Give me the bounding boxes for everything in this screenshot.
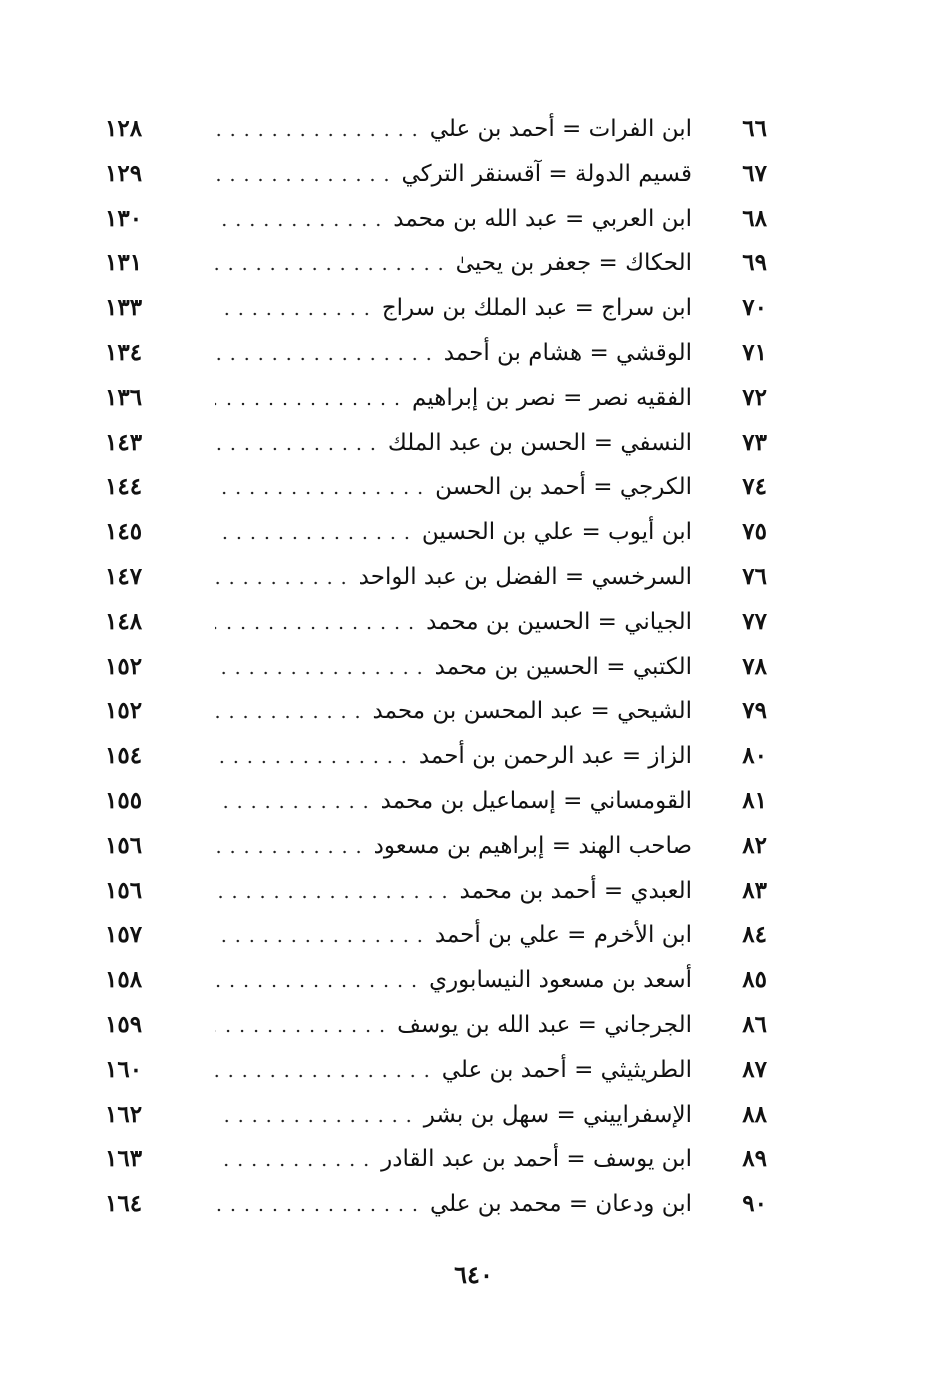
- dot-leader: [215, 581, 351, 585]
- toc-row: [0, 154, 947, 199]
- entry-line: [215, 290, 692, 326]
- entry-page-number: ١٥٦: [105, 876, 143, 904]
- entry-title: الطريثيثي = أحمد بن علي: [441, 1056, 692, 1083]
- toc-row: [0, 1005, 947, 1050]
- dot-leader: [215, 447, 380, 451]
- entry-title: الوقشي = هشام بن أحمد: [443, 339, 692, 366]
- dot-leader: [215, 1208, 422, 1212]
- entry-number: ٧٧: [742, 607, 767, 635]
- entry-number: ٨٩: [742, 1145, 767, 1173]
- entry-number: ٧٩: [742, 697, 767, 725]
- entry-title: العبدي = أحمد بن محمد: [459, 877, 692, 904]
- entry-number: ٧٦: [742, 562, 767, 590]
- entry-line: [215, 425, 692, 461]
- dot-leader: [215, 626, 418, 630]
- toc-row: [0, 1050, 947, 1095]
- entry-number: ٨٠: [742, 742, 767, 770]
- toc-row: [0, 467, 947, 512]
- toc-row: [0, 1139, 947, 1184]
- entry-title: قسيم الدولة = آقسنقر التركي: [401, 160, 692, 187]
- dot-leader: [215, 1119, 416, 1123]
- entry-page-number: ١٦٤: [105, 1190, 143, 1218]
- entry-title: الإسفراييني = سهل بن بشر: [423, 1101, 692, 1128]
- entry-line: [215, 962, 692, 998]
- entry-page-number: ١٥٨: [105, 966, 143, 994]
- entry-page-number: ١٣١: [105, 249, 143, 277]
- dot-leader: [215, 312, 374, 316]
- table-of-contents: [0, 109, 947, 1229]
- entry-title: الكرجي = أحمد بن الحسن: [435, 474, 692, 501]
- entry-page-number: ١٣٠: [105, 204, 143, 232]
- entry-number: ٨٧: [742, 1055, 767, 1083]
- entry-number: ٨١: [742, 786, 767, 814]
- entry-page-number: ١٣٤: [105, 338, 143, 366]
- toc-row: [0, 647, 947, 692]
- entry-page-number: ١٢٩: [105, 159, 143, 187]
- entry-title: القومساني = إسماعيل بن محمد: [380, 787, 692, 814]
- entry-page-number: ١٣٣: [105, 294, 143, 322]
- toc-row: [0, 915, 947, 960]
- entry-title: صاحب الهند = إبراهيم بن مسعود: [373, 832, 692, 859]
- entry-title: الكتبي = الحسين بن محمد: [434, 653, 692, 680]
- entry-title: الشيحي = عبد المحسن بن محمد: [372, 698, 692, 725]
- toc-row: [0, 691, 947, 736]
- entry-page-number: ١٥٦: [105, 831, 143, 859]
- entry-number: ٨٣: [742, 876, 767, 904]
- dot-leader: [215, 267, 448, 271]
- toc-row: [0, 423, 947, 468]
- entry-line: [215, 380, 692, 416]
- entry-title: أسعد بن مسعود النيسابوري: [429, 967, 692, 994]
- toc-row: [0, 602, 947, 647]
- toc-row: [0, 1184, 947, 1229]
- entry-title: ابن الأخرم = علي بن أحمد: [434, 922, 692, 949]
- entry-line: [215, 245, 692, 281]
- entry-number: ٨٦: [742, 1010, 767, 1038]
- entry-number: ٧١: [742, 338, 767, 366]
- entry-page-number: ١٤٨: [105, 607, 143, 635]
- entry-title: الفقيه نصر = نصر بن إبراهيم: [412, 384, 692, 411]
- entry-line: [215, 828, 692, 864]
- dot-leader: [215, 760, 411, 764]
- toc-row: [0, 1095, 947, 1140]
- dot-leader: [215, 357, 436, 361]
- entry-title: ابن يوسف = أحمد بن عبد القادر: [381, 1146, 692, 1173]
- entry-line: [215, 649, 692, 685]
- toc-row: [0, 871, 947, 916]
- entry-line: [215, 1186, 692, 1222]
- entry-page-number: ١٦٢: [105, 1100, 143, 1128]
- entry-line: [215, 693, 692, 729]
- dot-leader: [215, 1074, 434, 1078]
- entry-line: [215, 514, 692, 550]
- entry-number: ٦٨: [742, 204, 767, 232]
- dot-leader: [215, 402, 404, 406]
- entry-line: [215, 111, 692, 147]
- entry-line: [215, 1141, 692, 1177]
- dot-leader: [215, 939, 427, 943]
- toc-row: [0, 960, 947, 1005]
- entry-page-number: ١٥٢: [105, 697, 143, 725]
- entry-number: ٧٥: [742, 518, 767, 546]
- entry-page-number: ١٥٢: [105, 652, 143, 680]
- entry-number: ٨٢: [742, 831, 767, 859]
- dot-leader: [215, 715, 365, 719]
- entry-line: [215, 1052, 692, 1088]
- dot-leader: [215, 1163, 373, 1167]
- entry-title: ابن الفرات = أحمد بن علي: [429, 116, 692, 142]
- toc-row: [0, 557, 947, 602]
- dot-leader: [215, 805, 373, 809]
- entry-title: ابن ودعان = محمد بن علي: [429, 1191, 692, 1218]
- toc-row: [0, 243, 947, 288]
- entry-title: الجياني = الحسين بن محمد: [426, 608, 692, 635]
- entry-title: الزاز = عبد الرحمن بن أحمد: [418, 743, 692, 770]
- entry-number: ٨٨: [742, 1100, 767, 1128]
- toc-row: [0, 736, 947, 781]
- entry-number: ٧٣: [742, 428, 767, 456]
- dot-leader: [215, 1029, 389, 1033]
- dot-leader: [215, 536, 414, 540]
- entry-page-number: ١٣٦: [105, 383, 143, 411]
- entry-page-number: ١٤٤: [105, 473, 143, 501]
- entry-line: [215, 738, 692, 774]
- entry-page-number: ١٢٨: [105, 115, 143, 142]
- dot-leader: [215, 671, 427, 675]
- entry-number: ٧٤: [742, 473, 767, 501]
- toc-row: [0, 378, 947, 423]
- entry-number: ٧٠: [742, 294, 767, 322]
- toc-row: [0, 512, 947, 557]
- toc-row: [0, 826, 947, 871]
- dot-leader: [215, 984, 421, 988]
- toc-row: [0, 333, 947, 378]
- entry-number: ٧٢: [742, 383, 767, 411]
- entry-title: ابن أيوب = علي بن الحسين: [421, 519, 692, 546]
- entry-page-number: ١٦٠: [105, 1055, 143, 1083]
- toc-row: [0, 781, 947, 826]
- entry-line: [215, 469, 692, 505]
- entry-page-number: ١٤٥: [105, 518, 143, 546]
- entry-title: الحكاك = جعفر بن يحيىٰ: [455, 250, 692, 277]
- dot-leader: [215, 223, 385, 227]
- entry-line: [215, 201, 692, 237]
- dot-leader: [215, 895, 452, 899]
- entry-page-number: ١٥٤: [105, 742, 143, 770]
- entry-page-number: ١٥٩: [105, 1010, 143, 1038]
- toc-row: [0, 109, 947, 154]
- dot-leader: [215, 178, 393, 182]
- toc-row: [0, 288, 947, 333]
- entry-number: ٦٧: [742, 159, 767, 187]
- entry-title: الجرجاني = عبد الله بن يوسف: [397, 1011, 692, 1038]
- entry-number: ٨٥: [742, 966, 767, 994]
- toc-row: [0, 199, 947, 244]
- entry-title: ابن سراج = عبد الملك بن سراج: [381, 295, 692, 322]
- entry-title: ابن العربي = عبد الله بن محمد: [393, 205, 692, 232]
- entry-title: السرخسي = الفضل بن عبد الواحد: [358, 563, 692, 590]
- dot-leader: [215, 850, 366, 854]
- entry-page-number: ١٥٧: [105, 921, 143, 949]
- entry-line: [215, 873, 692, 909]
- entry-number: ٦٩: [742, 249, 767, 277]
- entry-number: ٧٨: [742, 652, 767, 680]
- entry-line: [215, 917, 692, 953]
- entry-line: [215, 335, 692, 371]
- entry-page-number: ١٤٣: [105, 428, 143, 456]
- entry-line: [215, 559, 692, 595]
- entry-line: [215, 156, 692, 192]
- entry-line: [215, 604, 692, 640]
- page-number: ٦٤٠: [454, 1260, 493, 1289]
- dot-leader: [215, 491, 427, 495]
- entry-number: ٨٤: [742, 921, 767, 949]
- entry-line: [215, 1097, 692, 1133]
- entry-page-number: ١٦٣: [105, 1145, 143, 1173]
- dot-leader: [215, 133, 422, 137]
- entry-line: [215, 1007, 692, 1043]
- entry-line: [215, 783, 692, 819]
- entry-number: ٦٦: [742, 115, 767, 142]
- entry-page-number: ١٤٧: [105, 562, 143, 590]
- entry-page-number: ١٥٥: [105, 786, 143, 814]
- entry-number: ٩٠: [742, 1190, 767, 1218]
- entry-title: النسفي = الحسن بن عبد الملك: [387, 429, 692, 456]
